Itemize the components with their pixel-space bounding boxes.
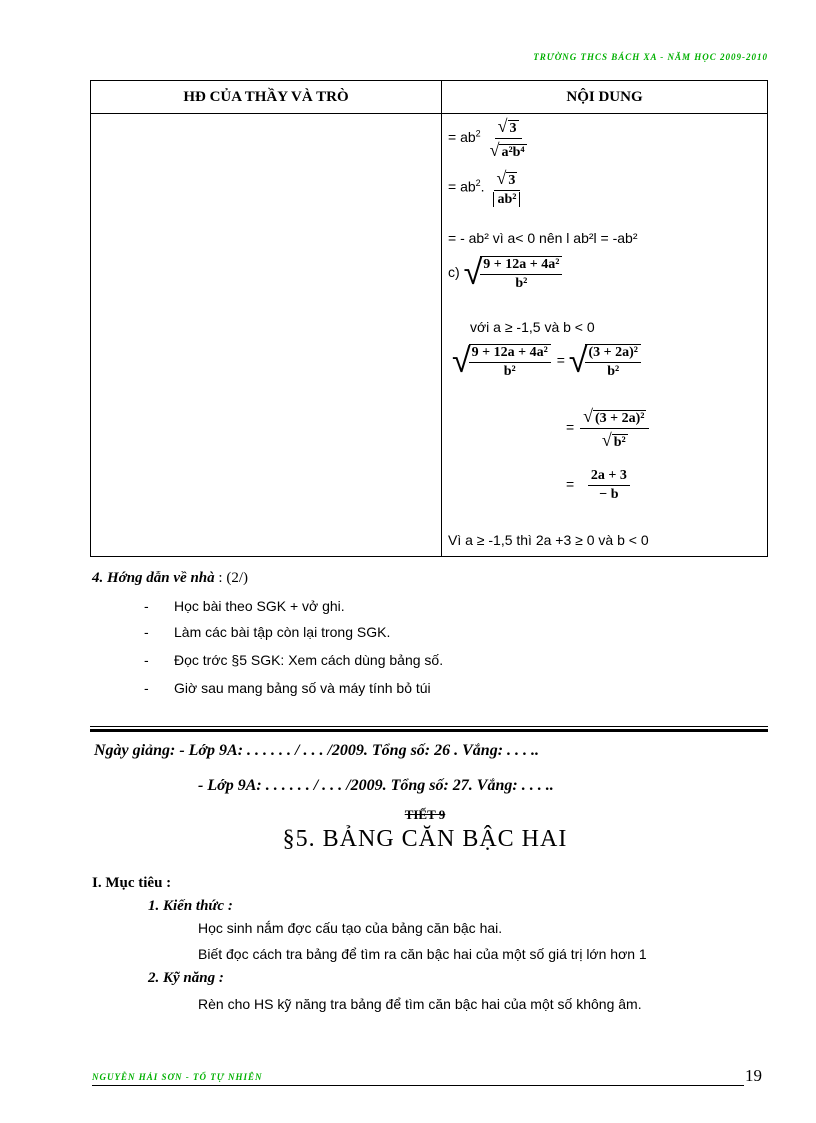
- author-footer: NGUYỄN HẢI SƠN - TỔ TỰ NHIÊN: [92, 1072, 263, 1082]
- content-cell: [442, 114, 768, 557]
- schedule-line-2: - Lớp 9A: . . . . . . / . . . /2009. Tổng số: 27. Vắng: . . . ..: [198, 777, 554, 794]
- page-number: 19: [745, 1066, 762, 1085]
- homework-item: - Đọc trớc §5 SGK: Xem cách dùng bảng số.: [144, 652, 444, 668]
- lesson-title: §5. BẢNG CĂN BẬC HAI: [282, 826, 568, 852]
- skill-heading: 2. Kỹ năng :: [148, 970, 224, 986]
- schedule-line-1: Ngày giảng: - Lớp 9A: . . . . . . / . . . /2009. Tổng số: 26 . Vắng: . . . ..: [94, 742, 540, 759]
- math-line-6: = $\frac{2a + 3}{- b}$: [566, 468, 632, 503]
- homework-item: - Học bài theo SGK + vở ghi.: [144, 598, 345, 614]
- knowledge-heading: 1. Kiến thức :: [148, 898, 233, 914]
- col-content: NỘI DUNG: [442, 81, 768, 114]
- school-header: TRƯỜNG THCS BÁCH XA - NĂM HỌC 2009-2010: [533, 52, 768, 62]
- footer-rule: [92, 1085, 744, 1086]
- knowledge-line: Học sinh nắm đợc cấu tạo của bảng căn bậc hai.: [198, 920, 503, 936]
- divider: [90, 726, 768, 727]
- math-line-1: = $ab^2$ $\frac{√ 3}{\text{√ a²b⁴}}$: [448, 116, 525, 160]
- lesson-number: TIẾT 9: [404, 807, 446, 822]
- skill-line: Rèn cho HS kỹ năng tra bảng để tìm căn bậc hai của một số không âm.: [198, 996, 642, 1012]
- homework-title: 4. Hớng dẫn về nhà : (2/): [92, 570, 248, 586]
- teacher-student-cell: [91, 114, 442, 557]
- divider: [90, 729, 768, 732]
- knowledge-line: Biết đọc cách tra bảng để tìm ra căn bậc hai của một số giá trị lớn hơn 1: [198, 946, 647, 962]
- homework-item: - Giờ sau mang bảng số và máy tính bỏ túi: [144, 680, 431, 696]
- final-line: Vì a ≥ -1,5 thì 2a +3 ≥ 0 và b < 0: [448, 532, 649, 548]
- math-line-4: √ $\frac{\text{9 + 12a + 4a²}}{\text{b²}}$ = √ $\frac{\text{(3 + 2a)²}}{\text{b²}}$: [452, 342, 643, 381]
- homework-item: - Làm các bài tập còn lại trong SGK.: [144, 624, 391, 640]
- math-line-3: = - ab² vì a< 0 nên l ab²l = -ab²: [448, 230, 638, 246]
- col-teacher-student: HĐ CỦA THẦY VÀ TRÒ: [91, 81, 442, 114]
- math-line-2: = $ab^2$. $\frac{√ 3}{\text{ab²}}$: [448, 168, 525, 208]
- objectives-heading: I. Mục tiêu :: [92, 875, 172, 891]
- math-line-c: c) √ $\frac{\text{9 + 12a + 4a²}}{\text{b²}}$: [448, 254, 564, 293]
- condition-line: với a ≥ -1,5 và b < 0: [470, 319, 595, 335]
- math-line-5: = $\frac{\text{√ (3 + 2a)²}}{\text{√ b²}}$: [566, 406, 651, 451]
- lesson-table: [90, 80, 768, 557]
